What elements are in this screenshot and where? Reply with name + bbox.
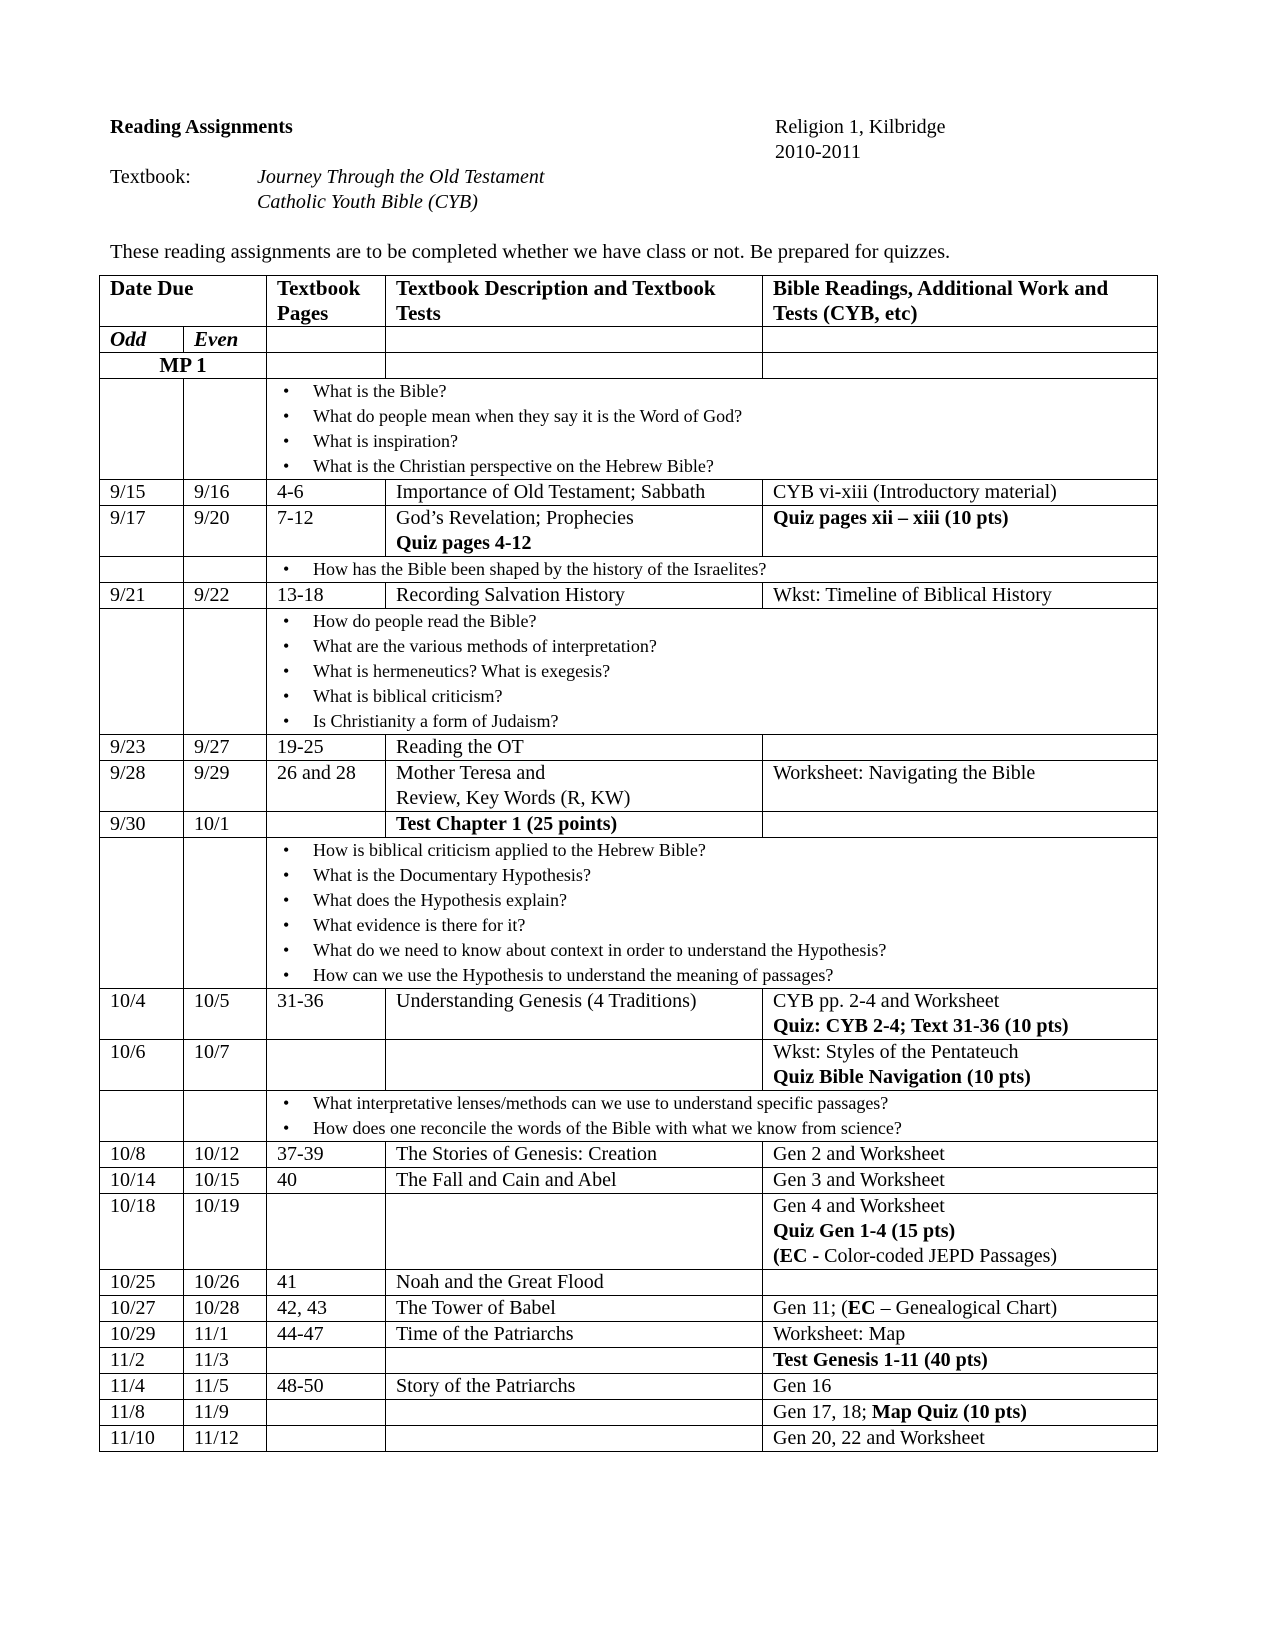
table-row	[100, 735, 1158, 761]
questions-row	[100, 379, 1158, 480]
bible-reading: Gen 3 and Worksheet	[763, 1168, 1158, 1194]
col-even: Even	[184, 327, 267, 353]
table-row	[100, 989, 1158, 1040]
table-header-row	[100, 276, 1158, 327]
list-item: • What does the Hypothesis explain?	[313, 888, 1147, 913]
bible-reading: Gen 20, 22 and Worksheet	[763, 1426, 1158, 1452]
list-item: • What do people mean when they say it is the Word of God?	[313, 404, 1147, 429]
pages	[267, 1040, 386, 1091]
description: Importance of Old Testament; Sabbath	[386, 480, 763, 506]
description: The Stories of Genesis: Creation	[386, 1142, 763, 1168]
col-odd: Odd	[100, 327, 184, 353]
pages: 42, 43	[267, 1296, 386, 1322]
odd-date: 10/14	[100, 1168, 184, 1194]
questions-row	[100, 1091, 1158, 1142]
list-item: • What do we need to know about context in order to understand the Hypothesis?	[313, 938, 1147, 963]
marking-period-row	[100, 353, 1158, 379]
table-row	[100, 1426, 1158, 1452]
table-row	[100, 812, 1158, 838]
extra-credit-text: Color-coded JEPD Passages)	[824, 1245, 1058, 1267]
page-title: Reading Assignments	[110, 116, 293, 138]
col-description: Textbook Description and Textbook Tests	[386, 276, 763, 327]
table-row	[100, 1168, 1158, 1194]
pages: 44-47	[267, 1322, 386, 1348]
bible-reading: Worksheet: Navigating the Bible	[763, 761, 1158, 812]
table-row	[100, 1400, 1158, 1426]
bible-reading: Gen 4 and Worksheet	[773, 1195, 945, 1217]
list-item: • How does one reconcile the words of the Bible with what we know from science?	[313, 1116, 1147, 1141]
pages: 4-6	[267, 480, 386, 506]
description	[386, 1426, 763, 1452]
list-item: • What is the Christian perspective on the Hebrew Bible?	[313, 454, 1147, 479]
even-date: 10/5	[184, 989, 267, 1040]
bible-reading	[763, 1270, 1158, 1296]
col-bible: Bible Readings, Additional Work and Tests (CYB, etc)	[763, 276, 1158, 327]
odd-date: 9/21	[100, 583, 184, 609]
even-date: 10/1	[184, 812, 267, 838]
marking-period: MP 1	[100, 353, 267, 379]
table-row	[100, 1194, 1158, 1270]
odd-date: 10/27	[100, 1296, 184, 1322]
description	[386, 1194, 763, 1270]
pages: 7-12	[267, 506, 386, 557]
list-item: • What is inspiration?	[313, 429, 1147, 454]
even-date: 9/29	[184, 761, 267, 812]
odd-date: 10/29	[100, 1322, 184, 1348]
table-row	[100, 1296, 1158, 1322]
odd-even-row	[100, 327, 1158, 353]
pages	[267, 1400, 386, 1426]
list-item: • What is the Documentary Hypothesis?	[313, 863, 1147, 888]
school-year: 2010-2011	[775, 141, 861, 163]
table-row	[100, 1040, 1158, 1091]
question-list	[277, 379, 1147, 479]
description: Test Chapter 1 (25 points)	[386, 812, 763, 838]
quiz-note: Map Quiz (10 pts)	[871, 1401, 1027, 1423]
description: Story of the Patriarchs	[386, 1374, 763, 1400]
odd-date: 10/4	[100, 989, 184, 1040]
bible-reading: CYB vi-xiii (Introductory material)	[763, 480, 1158, 506]
even-date: 11/3	[184, 1348, 267, 1374]
quiz-note: Quiz Bible Navigation (10 pts)	[773, 1066, 1031, 1088]
table-row	[100, 1270, 1158, 1296]
pages: 41	[267, 1270, 386, 1296]
pages: 40	[267, 1168, 386, 1194]
bible-reading: Gen 16	[763, 1374, 1158, 1400]
description: Mother Teresa and	[396, 762, 546, 784]
description: God’s Revelation; Prophecies	[396, 507, 634, 529]
odd-date: 10/8	[100, 1142, 184, 1168]
list-item: • What are the various methods of interpretation?	[313, 634, 1147, 659]
even-date: 10/12	[184, 1142, 267, 1168]
bible-reading: Gen 17, 18;	[773, 1401, 872, 1423]
even-date: 10/28	[184, 1296, 267, 1322]
odd-date: 11/8	[100, 1400, 184, 1426]
pages	[267, 1194, 386, 1270]
odd-date: 9/28	[100, 761, 184, 812]
textbook-title-2: Catholic Youth Bible (CYB)	[257, 191, 478, 213]
description: Reading the OT	[386, 735, 763, 761]
question-list	[277, 838, 1147, 988]
table-row	[100, 761, 1158, 812]
description: Time of the Patriarchs	[386, 1322, 763, 1348]
description	[386, 1040, 763, 1091]
bible-reading: Quiz pages xii – xiii (10 pts)	[763, 506, 1158, 557]
description-line-2: Review, Key Words (R, KW)	[396, 787, 631, 809]
textbook-label: Textbook:	[110, 166, 191, 188]
table-row	[100, 583, 1158, 609]
odd-date: 9/23	[100, 735, 184, 761]
questions-row	[100, 609, 1158, 735]
even-date: 10/15	[184, 1168, 267, 1194]
list-item: • How is biblical criticism applied to the Hebrew Bible?	[313, 838, 1147, 863]
questions-row	[100, 838, 1158, 989]
extra-credit-label: (EC -	[773, 1245, 825, 1267]
odd-date: 10/25	[100, 1270, 184, 1296]
bible-reading: Wkst: Timeline of Biblical History	[763, 583, 1158, 609]
even-date: 11/1	[184, 1322, 267, 1348]
even-date: 10/7	[184, 1040, 267, 1091]
pages: 37-39	[267, 1142, 386, 1168]
bible-reading: Worksheet: Map	[763, 1322, 1158, 1348]
odd-date: 10/6	[100, 1040, 184, 1091]
question-list	[277, 1091, 1147, 1141]
table-row	[100, 506, 1158, 557]
even-date: 9/20	[184, 506, 267, 557]
odd-date: 11/10	[100, 1426, 184, 1452]
extra-credit-text: – Genealogical Chart)	[875, 1297, 1058, 1319]
description	[386, 1348, 763, 1374]
even-date: 10/19	[184, 1194, 267, 1270]
bible-reading: Wkst: Styles of the Pentateuch	[773, 1041, 1019, 1063]
quiz-note: Quiz Gen 1-4 (15 pts)	[773, 1220, 956, 1242]
course-name: Religion 1, Kilbridge	[775, 116, 946, 138]
question-list	[277, 557, 1147, 582]
assignments-table	[99, 275, 1158, 1452]
list-item: • What evidence is there for it?	[313, 913, 1147, 938]
even-date: 9/22	[184, 583, 267, 609]
odd-date: 9/30	[100, 812, 184, 838]
textbook-title-1: Journey Through the Old Testament	[257, 166, 545, 188]
list-item: • Is Christianity a form of Judaism?	[313, 709, 1147, 734]
table-row	[100, 1374, 1158, 1400]
list-item: • How do people read the Bible?	[313, 609, 1147, 634]
description	[386, 1400, 763, 1426]
pages	[267, 812, 386, 838]
description: Understanding Genesis (4 Traditions)	[386, 989, 763, 1040]
col-pages: Textbook Pages	[267, 276, 386, 327]
table-row	[100, 1348, 1158, 1374]
table-row	[100, 480, 1158, 506]
list-item: • What is the Bible?	[313, 379, 1147, 404]
even-date: 11/9	[184, 1400, 267, 1426]
col-date-due: Date Due	[100, 276, 267, 327]
pages	[267, 1426, 386, 1452]
even-date: 9/27	[184, 735, 267, 761]
even-date: 9/16	[184, 480, 267, 506]
bible-reading: Gen 11; (	[773, 1297, 848, 1319]
odd-date: 9/17	[100, 506, 184, 557]
table-row	[100, 1322, 1158, 1348]
pages: 48-50	[267, 1374, 386, 1400]
odd-date: 9/15	[100, 480, 184, 506]
even-date: 11/5	[184, 1374, 267, 1400]
pages: 19-25	[267, 735, 386, 761]
extra-credit-label: EC	[847, 1297, 876, 1319]
description: Recording Salvation History	[386, 583, 763, 609]
odd-date: 11/2	[100, 1348, 184, 1374]
pages: 31-36	[267, 989, 386, 1040]
bible-reading	[763, 735, 1158, 761]
odd-date: 11/4	[100, 1374, 184, 1400]
description: The Tower of Babel	[386, 1296, 763, 1322]
list-item: • How can we use the Hypothesis to understand the meaning of passages?	[313, 963, 1147, 988]
even-date: 10/26	[184, 1270, 267, 1296]
odd-date: 10/18	[100, 1194, 184, 1270]
bible-reading: Gen 2 and Worksheet	[763, 1142, 1158, 1168]
bible-reading: CYB pp. 2-4 and Worksheet	[773, 990, 1000, 1012]
bible-reading	[763, 812, 1158, 838]
list-item: • What interpretative lenses/methods can we use to understand specific passages?	[313, 1091, 1147, 1116]
pages	[267, 1348, 386, 1374]
bible-reading: Test Genesis 1-11 (40 pts)	[763, 1348, 1158, 1374]
list-item: • How has the Bible been shaped by the history of the Israelites?	[313, 557, 1147, 582]
description: Noah and the Great Flood	[386, 1270, 763, 1296]
even-date: 11/12	[184, 1426, 267, 1452]
quiz-note: Quiz pages 4-12	[396, 532, 532, 554]
pages: 26 and 28	[267, 761, 386, 812]
instructions-note: These reading assignments are to be completed whether we have class or not. Be prepared for quizzes.	[110, 241, 951, 263]
description: The Fall and Cain and Abel	[386, 1168, 763, 1194]
list-item: • What is biblical criticism?	[313, 684, 1147, 709]
questions-row	[100, 557, 1158, 583]
question-list	[277, 609, 1147, 734]
list-item: • What is hermeneutics? What is exegesis?	[313, 659, 1147, 684]
pages: 13-18	[267, 583, 386, 609]
table-row	[100, 1142, 1158, 1168]
quiz-note: Quiz: CYB 2-4; Text 31-36 (10 pts)	[773, 1015, 1069, 1037]
